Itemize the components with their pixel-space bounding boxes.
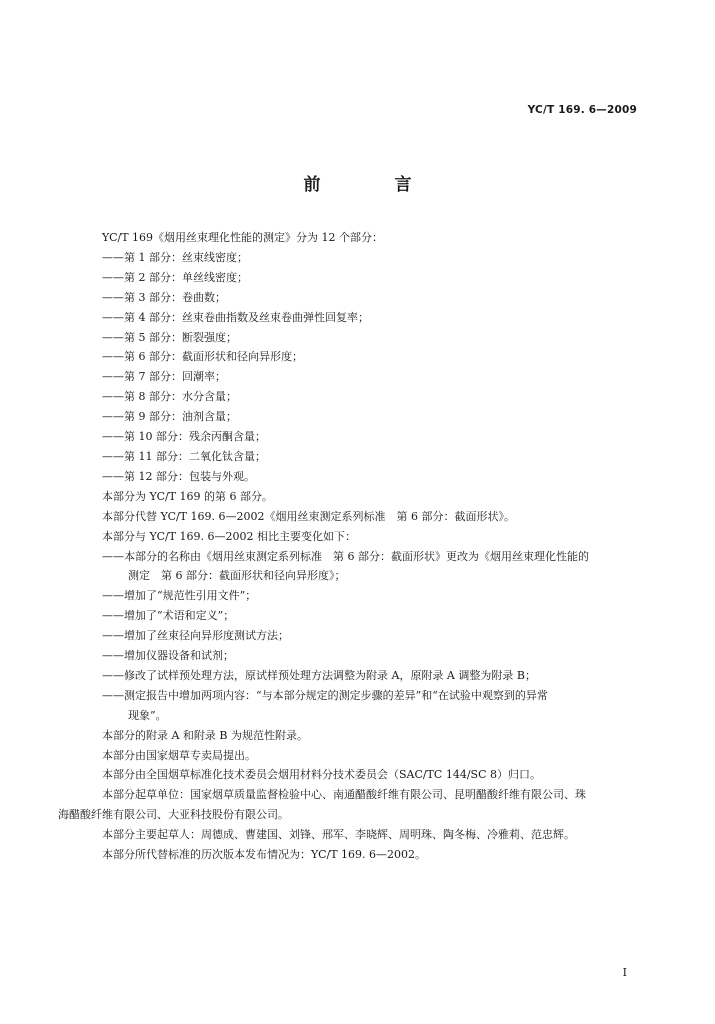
foreword-body: [58, 228, 645, 865]
drafters-paragraph: 本部分主要起草人：周德成、曹建国、刘锋、邢军、李晓辉、周明珠、陶冬梅、冷雅莉、范忠辉。: [102, 828, 575, 842]
replaces-paragraph: 本部分代替 YC/T 169. 6—2002《烟用丝束测定系列标准 第 6 部分：截面形状》。: [102, 509, 515, 523]
page-number: I: [622, 966, 627, 979]
list-item: ——第 5 部分：断裂强度；: [102, 330, 237, 344]
list-item: ——增加了“术语和定义”；: [102, 609, 235, 623]
standard-code: YC/T 169. 6—2009: [527, 104, 637, 116]
changes-intro-paragraph: 本部分与 YC/T 169. 6—2002 相比主要变化如下：: [102, 529, 356, 543]
list-item: ——第 9 部分：油剂含量；: [102, 410, 237, 424]
list-item: ——第 7 部分：回潮率；: [102, 370, 226, 384]
centralized-paragraph: 本部分由全国烟草标准化技术委员会烟用材料分技术委员会（SAC/TC 144/SC 8）归口。: [102, 768, 541, 782]
this-part-paragraph: 本部分为 YC/T 169 的第 6 部分。: [102, 489, 274, 503]
list-item: ——第 4 部分：丝束卷曲指数及丝束卷曲弹性回复率；: [102, 310, 369, 324]
changes-list: [80, 547, 645, 726]
drafting-units-paragraph: 本部分起草单位：国家烟草质量监督检验中心、南通醋酸纤维有限公司、昆明醋酸纤维有限公司、珠: [102, 788, 586, 802]
list-item: ——第 1 部分：丝束线密度；: [102, 250, 248, 264]
list-item: ——第 10 部分：残余丙酮含量；: [102, 430, 266, 444]
page-title: 前 言: [303, 175, 446, 195]
annex-paragraph: 本部分的附录 A 和附录 B 为规范性附录。: [102, 728, 309, 742]
list-item: ——本部分的名称由《烟用丝束测定系列标准 第 6 部分：截面形状》更改为《烟用丝束理化性能的: [102, 549, 589, 563]
list-item: ——修改了试样预处理方法，原试样预处理方法调整为附录 A，原附录 A 调整为附录 B；: [102, 668, 536, 682]
parts-list: [80, 248, 645, 487]
list-item: ——第 11 部分：二氧化钛含量；: [102, 449, 266, 463]
list-item: ——第 8 部分：水分含量；: [102, 390, 237, 404]
intro-paragraph: YC/T 169《烟用丝束理化性能的测定》分为 12 个部分：: [102, 231, 384, 244]
list-item: ——第 3 部分：卷曲数；: [102, 290, 226, 304]
history-paragraph: 本部分所代替标准的历次版本发布情况为：YC/T 169. 6—2002。: [102, 848, 427, 862]
list-item: ——增加了丝束径向异形度测试方法；: [102, 629, 289, 643]
list-item-continuation: 现象”。: [128, 708, 167, 722]
list-item-continuation: 测定 第 6 部分：截面形状和径向异形度》；: [128, 569, 346, 583]
list-item: ——第 6 部分：截面形状和径向异形度；: [102, 350, 303, 364]
drafting-units-continuation: 海醋酸纤维有限公司、大亚科技股份有限公司。: [58, 808, 289, 822]
list-item: ——第 12 部分：包装与外观。: [102, 469, 255, 483]
list-item: ——增加了“规范性引用文件”；: [102, 589, 257, 603]
list-item: ——增加仪器设备和试剂；: [102, 649, 234, 663]
list-item: ——第 2 部分：单丝线密度；: [102, 270, 248, 284]
list-item: ——测定报告中增加两项内容：“与本部分规定的测定步骤的差异”和“在试验中观察到的异常: [102, 688, 548, 702]
proposed-paragraph: 本部分由国家烟草专卖局提出。: [102, 748, 256, 762]
